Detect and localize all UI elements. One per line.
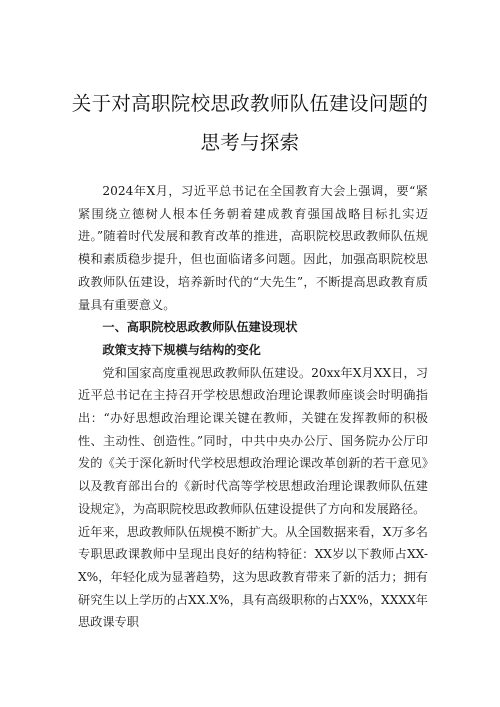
document-body — [78, 180, 428, 634]
document-title-line-2: 思考与探索 — [200, 131, 300, 154]
subsection-heading-1: 政策支持下规模与结构的变化 — [102, 342, 261, 357]
policy-paragraph: 党和国家高度重视思政教师队伍建设。20xx年X月XX日，习近平总书记在主持召开学校思想政治理论课教师座谈会时明确指出：“办好思想政治理论课关键在教师，关键在发挥教师的积极性、主动性、创造性。”同时，中共中央办公厅、国务院办公厅印发的《关于深化新时代学校思想政治理论课改革创新的若干意见》以及教育部出台的《新时代高等学校思想政治理论课教师队伍建设规定》，为高职院校思政教师队伍建设提供了方向和发展路径。 — [78, 365, 428, 516]
document-title-line-1: 关于对高职院校思政教师队伍建设问题的 — [71, 92, 429, 115]
intro-paragraph: 2024年X月，习近平总书记在全国教育大会上强调，要“紧紧围绕立德树人根本任务朝着建成教育强国战略目标扎实迈进。”随着时代发展和教育改革的推进，高职院校思政教师队伍规模和素质稳步提升，但也面临诸多问题。因此，加强高职院校思政教师队伍建设，培养新时代的“大先生”，不断提高思政教育质量具有重要意义。 — [78, 184, 428, 312]
scale-paragraph: 近年来，思政教师队伍规模不断扩大。从全国数据来看，X万多名专职思政课教师中呈现出良好的结构特征：XX岁以下教师占XX-X%，年轻化成为显著趋势，这为思政教育带来了新的活力；拥有研究生以上学历的占XX.X%，具有高级职称的占XX%，XXXX年思政课专职 — [78, 524, 428, 630]
section-heading-1: 一、高职院校思政教师队伍建设现状 — [102, 320, 298, 335]
